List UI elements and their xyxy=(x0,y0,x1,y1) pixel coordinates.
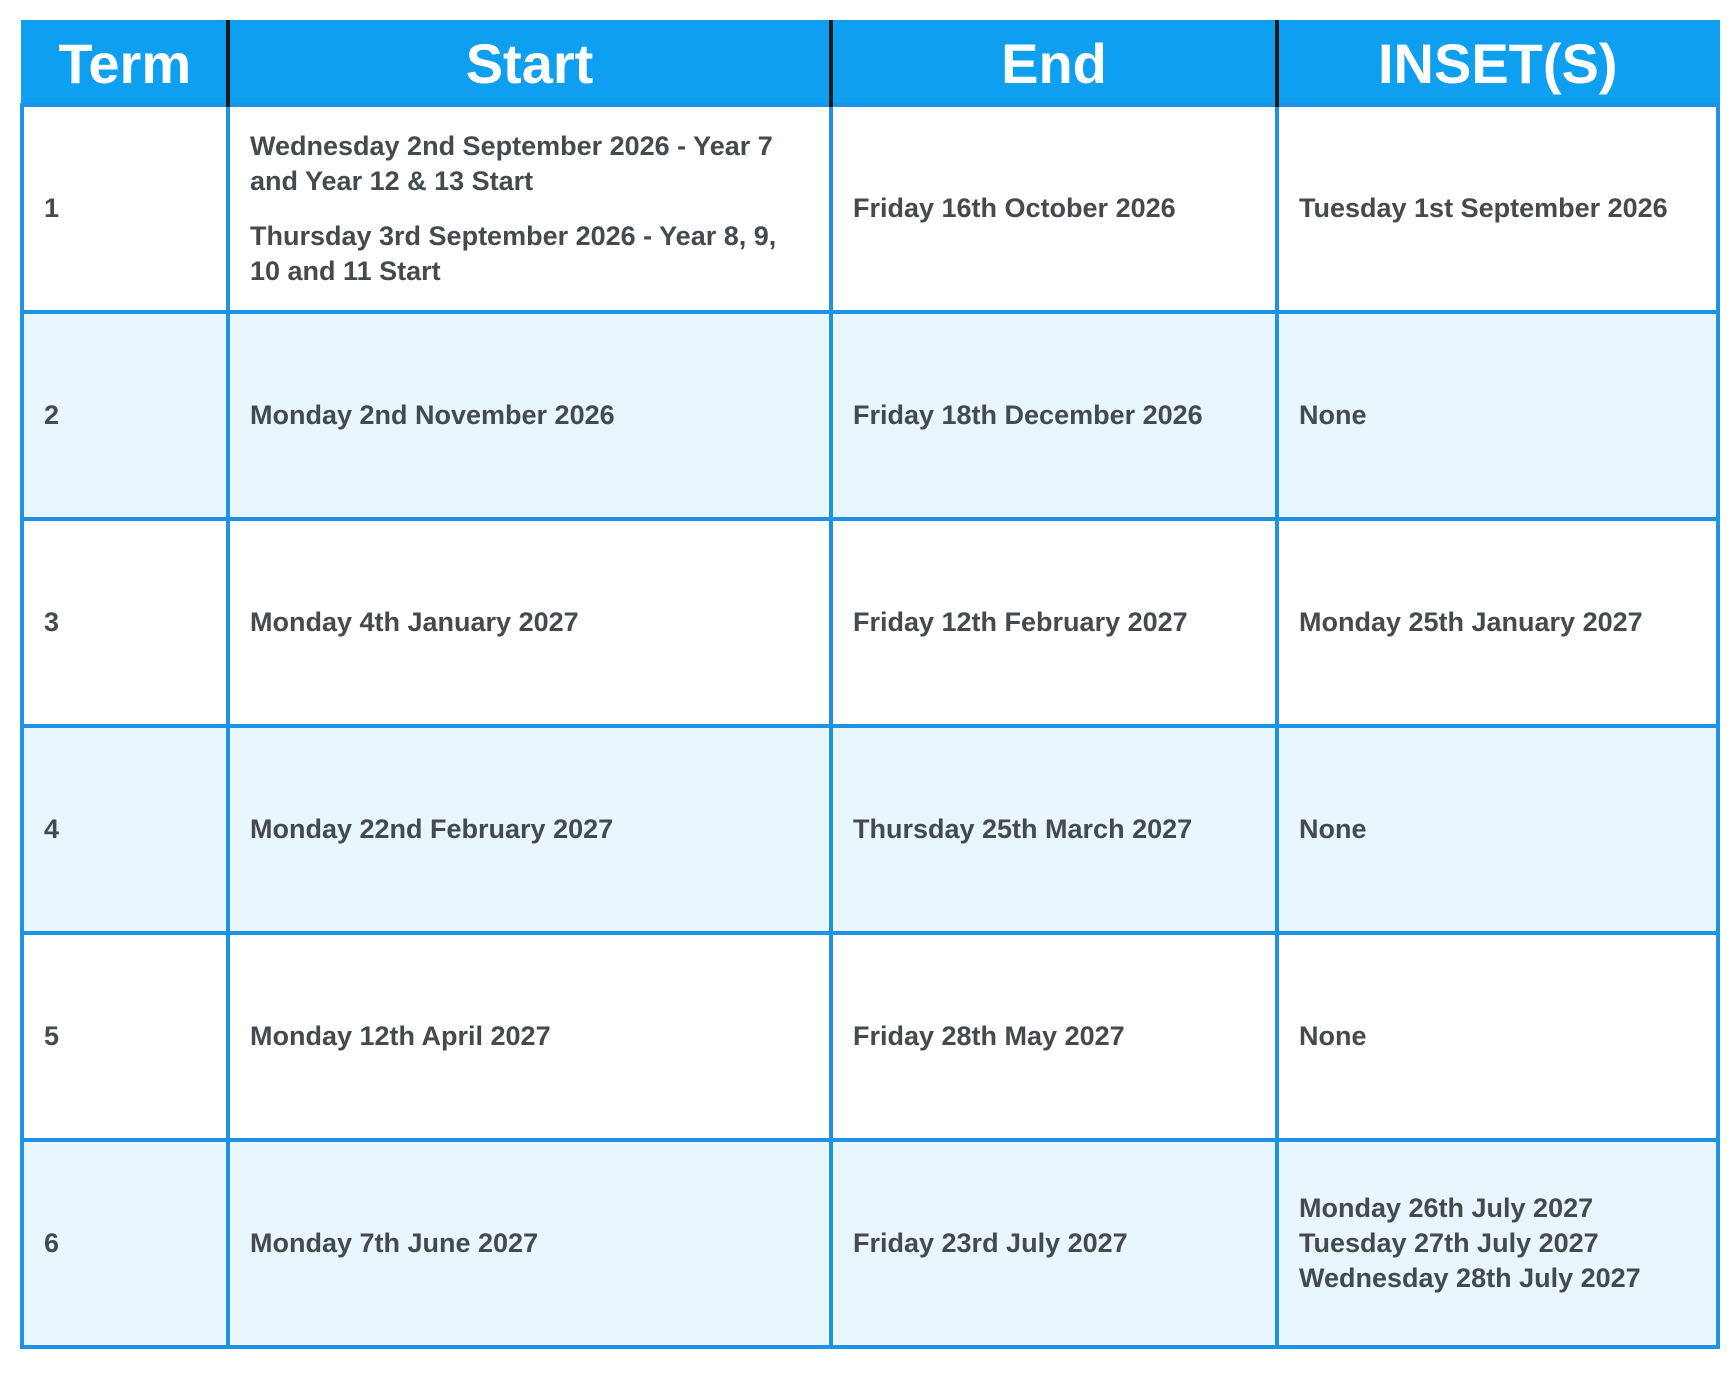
start-date-line: 10 and 11 Start xyxy=(250,255,441,286)
start-date-cell xyxy=(228,105,831,312)
table-row xyxy=(22,726,1718,933)
start-date-line: Monday 22nd February 2027 xyxy=(250,814,614,844)
inset-date-line: Monday 26th July 2027 xyxy=(1299,1193,1594,1223)
inset-date-line: None xyxy=(1299,814,1367,844)
start-date-line: Monday 7th June 2027 xyxy=(250,1228,539,1258)
start-date-cell xyxy=(228,312,831,519)
inset-dates-cell xyxy=(1277,726,1718,933)
end-date-cell: Friday 28th May 2027 xyxy=(831,933,1277,1140)
inset-dates-cell xyxy=(1277,1140,1718,1347)
start-date-cell xyxy=(228,519,831,726)
inset-date-line: Monday 25th January 2027 xyxy=(1299,607,1643,637)
end-date-cell: Friday 12th February 2027 xyxy=(831,519,1277,726)
end-date-cell: Thursday 25th March 2027 xyxy=(831,726,1277,933)
inset-date-line: Tuesday 1st September 2026 xyxy=(1299,193,1668,223)
column-header-insets: INSET(S) xyxy=(1277,22,1718,106)
column-header-term: Term xyxy=(22,22,228,106)
line-spacer xyxy=(250,199,809,219)
end-date-cell: Friday 16th October 2026 xyxy=(831,105,1277,312)
table-row xyxy=(22,105,1718,312)
term-number-cell: 2 xyxy=(22,312,228,519)
term-number-cell: 4 xyxy=(22,726,228,933)
column-header-start: Start xyxy=(228,22,831,106)
term-number-cell: 5 xyxy=(22,933,228,1140)
term-number-cell: 6 xyxy=(22,1140,228,1347)
inset-dates-cell xyxy=(1277,933,1718,1140)
start-date-cell xyxy=(228,726,831,933)
start-date-line: Wednesday 2nd September 2026 - Year 7 xyxy=(250,130,773,161)
start-date-line: Monday 12th April 2027 xyxy=(250,1021,551,1051)
start-date-cell xyxy=(228,933,831,1140)
start-date-line: Monday 2nd November 2026 xyxy=(250,400,615,430)
inset-dates-cell xyxy=(1277,519,1718,726)
start-date-line: Monday 4th January 2027 xyxy=(250,607,579,637)
inset-date-line: None xyxy=(1299,400,1367,430)
table-row xyxy=(22,933,1718,1140)
inset-date-line: Wednesday 28th July 2027 xyxy=(1299,1263,1641,1293)
term-dates-table-container xyxy=(20,20,1716,1349)
inset-date-line: None xyxy=(1299,1021,1367,1051)
inset-dates-cell xyxy=(1277,105,1718,312)
term-number-cell: 3 xyxy=(22,519,228,726)
term-dates-table xyxy=(20,20,1720,1349)
start-date-line: Thursday 3rd September 2026 - Year 8, 9, xyxy=(250,220,777,251)
table-body xyxy=(22,105,1718,1347)
inset-date-line: Tuesday 27th July 2027 xyxy=(1299,1228,1599,1258)
table-header xyxy=(22,22,1718,106)
inset-dates-cell xyxy=(1277,312,1718,519)
end-date-cell: Friday 18th December 2026 xyxy=(831,312,1277,519)
column-header-end: End xyxy=(831,22,1277,106)
table-row xyxy=(22,312,1718,519)
start-date-cell xyxy=(228,1140,831,1347)
start-date-line: and Year 12 & 13 Start xyxy=(250,165,534,196)
table-row xyxy=(22,1140,1718,1347)
end-date-cell: Friday 23rd July 2027 xyxy=(831,1140,1277,1347)
header-row xyxy=(22,22,1718,106)
term-number-cell: 1 xyxy=(22,105,228,312)
table-row xyxy=(22,519,1718,726)
